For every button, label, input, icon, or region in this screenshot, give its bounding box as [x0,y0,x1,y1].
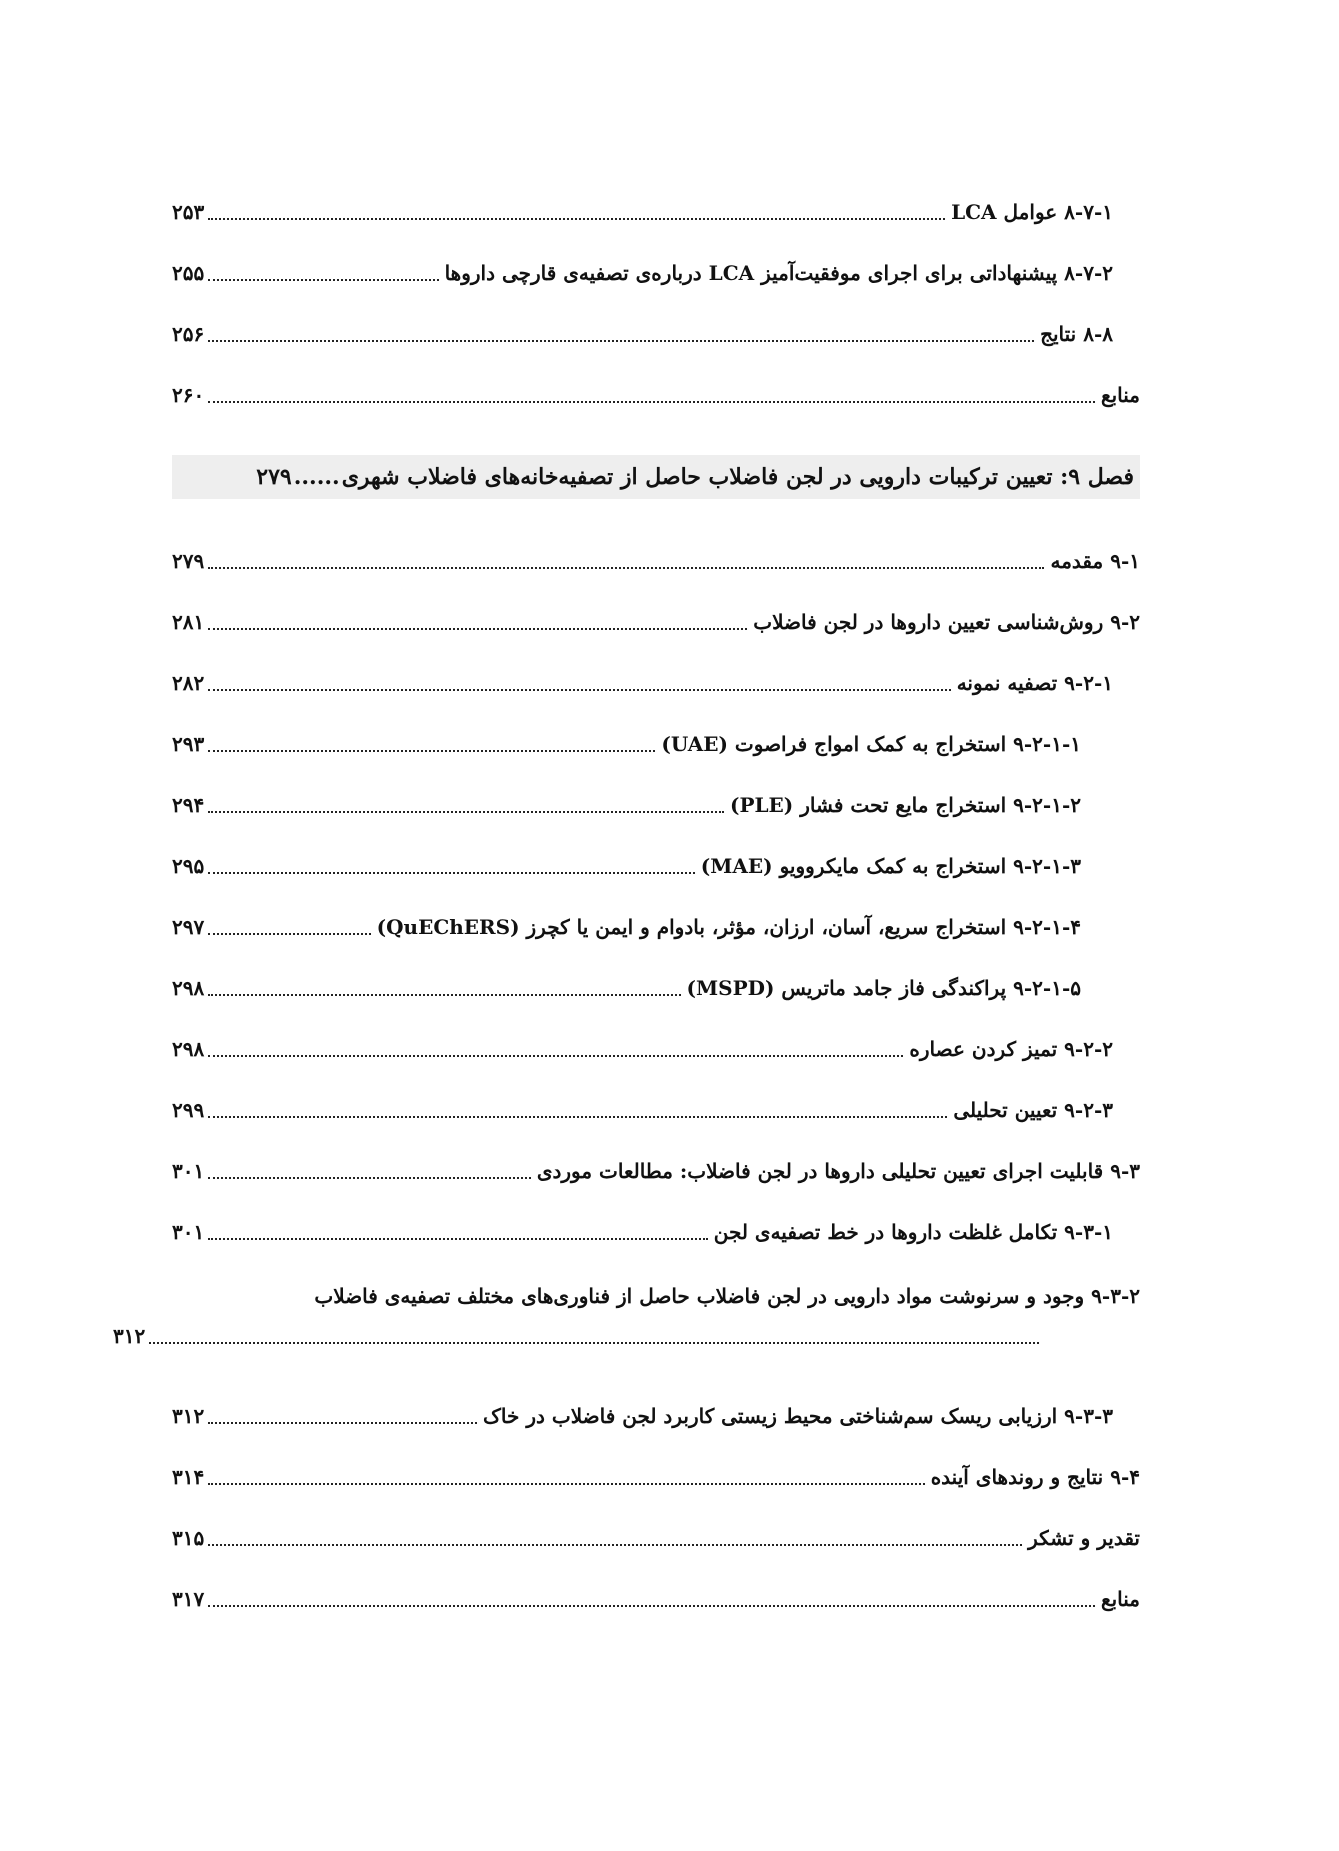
toc-entry-page: ۲۹۵ [172,854,205,878]
toc-entry-page: ۲۹۸ [172,1037,205,1061]
toc-entry-page: ۲۵۵ [172,261,205,285]
toc-entry-page: ۲۶۰ [172,383,205,407]
toc-entry-page: ۲۹۷ [172,915,205,939]
dot-leader [208,278,438,281]
toc-entry-label: منابع [1100,1587,1140,1611]
toc-entry-label: ۹-۳-۲ وجود و سرنوشت مواد دارویی در لجن فاضلاب حاصل از فناوری‌های مختلف تصفیه‌ی فاضلاب [314,1284,1140,1308]
toc-entry-page: ۳۱۲ [172,1404,205,1428]
toc-entry-label: ۹-۳ قابلیت اجرای تعیین تحلیلی داروها در لجن فاضلاب: مطالعات موردی [536,1159,1140,1183]
toc-entry-label: ۹-۲-۱ تصفیه نمونه [956,671,1113,695]
dot-leader [208,993,680,996]
toc-entry-page: ۳۰۱ [172,1220,205,1244]
dot-leader [208,217,945,220]
toc-entry-label: ۹-۳-۳ ارزیابی ریسک سم‌شناختی محیط زیستی کاربرد لجن فاضلاب در خاک [483,1404,1113,1428]
dot-leader [208,627,747,630]
dot-leader [208,749,655,752]
dot-leader [208,1421,477,1424]
toc-entry[interactable] [172,724,1081,764]
dot-leader [208,810,724,813]
chapter-heading[interactable] [172,455,1140,499]
toc-entry[interactable] [172,1212,1113,1252]
chapter-page: ۲۷۹ [256,464,292,490]
toc-entry-label: ۸-۸ نتایج [1040,322,1113,346]
toc-entry[interactable] [172,968,1081,1008]
toc-entry[interactable] [172,846,1081,886]
toc-entry-label: ۸-۷-۲ پیشنهاداتی برای اجرای موفقیت‌آمیز LCA درباره‌ی تصفیه‌ی قارچی داروها [444,261,1113,285]
toc-entry[interactable] [172,1151,1140,1191]
toc-entry-label: ۹-۲-۱-۵ پراکندگی فاز جامد ماتریس (MSPD) [686,976,1081,1000]
toc-entry-page: ۲۸۱ [172,610,205,634]
toc-entry[interactable] [172,1090,1113,1130]
toc-entry[interactable] [172,192,1113,232]
toc-entry[interactable] [172,314,1113,354]
toc-entry-label: منابع [1100,383,1140,407]
toc-entry-label: تقدیر و تشکر [1028,1526,1140,1550]
toc-entry-label: ۹-۲-۱-۱ استخراج به کمک امواج فراصوت (UAE) [661,732,1081,756]
dot-leader [208,1115,947,1118]
chapter-dots: ...... [293,464,340,490]
toc-entry[interactable] [172,663,1113,703]
toc-entry-page: ۲۹۴ [172,793,205,817]
dot-leader [208,1176,531,1179]
toc-entry-page: ۲۵۳ [172,200,205,224]
toc-entry-label: ۹-۲-۲ تمیز کردن عصاره [909,1037,1113,1061]
dot-leader [208,566,1044,569]
toc-entry[interactable] [172,541,1140,581]
toc-entry[interactable] [172,602,1140,642]
dot-leader [208,1482,924,1485]
chapter-title: فصل ۹: تعیین ترکیبات دارویی در لجن فاضلاب حاصل از تصفیه‌خانه‌های فاضلاب شهری [341,464,1134,490]
dot-leader [208,1237,708,1240]
dot-leader [208,1054,903,1057]
toc-entry-label: ۹-۳-۱ تکامل غلظت داروها در خط تصفیه‌ی لجن [713,1220,1113,1244]
toc-entry-label: ۹-۲-۱-۴ استخراج سریع، آسان، ارزان، مؤثر، بادوام و ایمن یا کچرز (QuEChERS) [376,915,1081,939]
dot-leader [208,1604,1095,1607]
toc-entry[interactable] [172,1457,1140,1497]
dot-leader [149,1341,1039,1344]
dot-leader [208,688,950,691]
toc-entry-page: ۲۸۲ [172,671,205,695]
toc-entry-page: ۳۱۴ [172,1465,205,1489]
toc-entry-page: ۳۱۵ [172,1526,205,1550]
toc-entry-label: ۹-۲-۱-۳ استخراج به کمک مایکروویو (MAE) [700,854,1081,878]
toc-entry-page: ۲۹۹ [172,1098,205,1122]
toc-entry-label: ۸-۷-۱ عوامل LCA [951,200,1113,224]
toc-entry-label: ۹-۲-۱-۲ استخراج مایع تحت فشار (PLE) [729,793,1081,817]
toc-entry-page: ۲۵۶ [172,322,205,346]
toc-entry[interactable] [172,253,1113,293]
toc-entry-page: ۳۱۲ [113,1324,146,1348]
dot-leader [208,400,1095,403]
toc-entry[interactable] [172,1579,1140,1619]
toc-entry-label: ۹-۲-۳ تعیین تحلیلی [953,1098,1113,1122]
dot-leader [208,1543,1022,1546]
toc-entry[interactable] [172,1396,1113,1436]
toc-entry-page: ۳۱۷ [172,1587,205,1611]
toc-entry-label: ۹-۱ مقدمه [1050,549,1140,573]
toc-entry[interactable] [172,785,1081,825]
toc-entry-continuation [113,1316,1039,1356]
toc-entry[interactable] [172,1518,1140,1558]
toc-entry[interactable] [172,907,1081,947]
toc-entry-page: ۲۹۸ [172,976,205,1000]
toc-entry-label: ۹-۲ روش‌شناسی تعیین داروها در لجن فاضلاب [753,610,1140,634]
toc-entry-page: ۳۰۱ [172,1159,205,1183]
toc-entry[interactable] [172,1029,1113,1069]
dot-leader [208,932,370,935]
toc-entry-page: ۲۹۳ [172,732,205,756]
toc-entry-multiline[interactable] [113,1276,1140,1356]
toc-entry-page: ۲۷۹ [172,549,205,573]
toc-entry-label: ۹-۴ نتایج و روندهای آینده [930,1465,1140,1489]
dot-leader [208,339,1034,342]
toc-entry[interactable] [172,375,1140,415]
dot-leader [208,871,695,874]
